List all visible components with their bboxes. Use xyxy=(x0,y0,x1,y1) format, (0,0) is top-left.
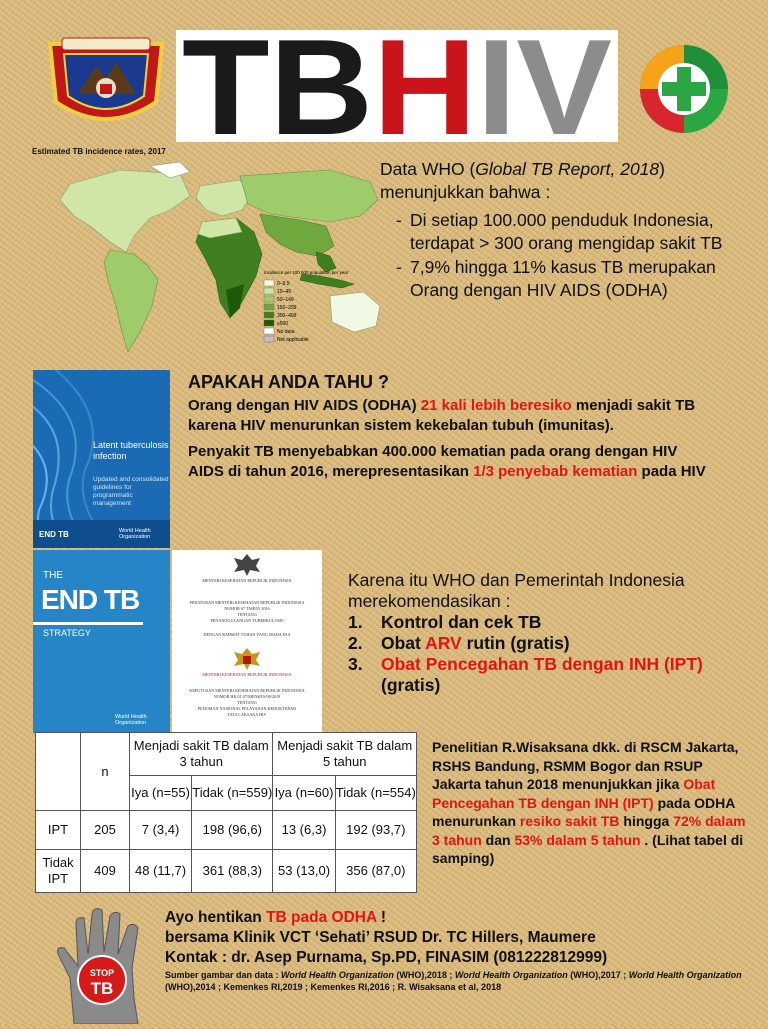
tb-incidence-world-map xyxy=(30,156,390,362)
table-row-label: IPT xyxy=(36,811,81,850)
stop-label: STOP xyxy=(89,968,115,978)
intro-bullet: - Di setiap 100.000 penduduk Indonesia, terdapat > 300 orang mengidap sakit TB xyxy=(396,210,723,253)
table-header-group: Menjadi sakit TB dalam 3 tahun xyxy=(130,733,273,776)
table-row xyxy=(36,811,417,850)
did-you-know-section xyxy=(188,372,708,488)
table-subheader: Iya (n=55) xyxy=(130,776,192,811)
legend-label: 0–9.9 xyxy=(277,281,290,287)
legend-label: Not applicable xyxy=(277,337,309,343)
legend-label: 50–149 xyxy=(277,297,294,303)
legend-label: 300–499 xyxy=(277,313,297,319)
regency-emblem-logo xyxy=(42,32,170,132)
section-heading: APAKAH ANDA TAHU ? xyxy=(188,372,389,392)
end-tb-strategy-cover xyxy=(33,550,170,733)
tbhiv-title-banner xyxy=(176,30,618,142)
cover-who-label: World Health Organization xyxy=(115,714,147,726)
fact-paragraph-1: Orang dengan HIV AIDS (ODHA) 21 kali lebih beresiko menjadi sakit TB karena HIV menurunkan sistem kekebalan tubuh (imunitas). xyxy=(188,397,696,434)
legend-swatch xyxy=(264,288,274,294)
table-cell: 13 (6,3) xyxy=(273,811,335,850)
ministry-regulation-document: MENTERI KESEHATAN REPUBLIK INDONESIA PERATURAN MENTERI KESEHATAN REPUBLIK INDONESIA NOMOR 67 TAHUN 2016 TENTANG PENANGGULANGAN TUBERKULOSIS DENGAN RAHMAT TUHAN YANG MAHA ESA MENTERI KESEHATAN REPUBLIK INDONESIA KEPUTUSAN MENTERI KESEHATAN REPUBLIK INDONESIA NOMOR HK.01.07/MENKES/90/2019 TENTANG PEDOMAN NASIONAL PELAYANAN KEDOKTERAN TATA LAKSANA HIV xyxy=(172,550,322,733)
legend-label: 150–299 xyxy=(277,305,297,311)
cover-strategy: STRATEGY xyxy=(43,628,91,638)
ipt-outcome-table xyxy=(35,732,417,893)
latent-tb-guideline-cover xyxy=(33,370,170,548)
stop-tb-hand-icon xyxy=(52,908,162,1024)
call-to-action xyxy=(165,908,755,968)
legend-swatch xyxy=(264,304,274,310)
legend-swatch xyxy=(264,336,274,342)
legend-label: No data xyxy=(277,329,295,335)
title-text: TBHIV xyxy=(182,30,606,142)
intro-lead: Data WHO (Global TB Report, 2018) menunjukkan bahwa : xyxy=(380,159,665,202)
table-cell: 192 (93,7) xyxy=(335,811,416,850)
cover-divider xyxy=(33,622,143,625)
legend-label: ≥500 xyxy=(277,321,289,327)
garuda-emblem-icon xyxy=(232,552,262,578)
table-subheader: Tidak (n=554) xyxy=(335,776,416,811)
table-cell: 361 (88,3) xyxy=(192,850,273,893)
fact-paragraph-2: Penyakit TB menyebabkan 400.000 kematian pada orang dengan HIV AIDS di tahun 2016, merepresentasikan 1/3 penyebab kematian pada HIV xyxy=(188,443,706,480)
rec-item: 2. Obat ARV rutin (gratis) xyxy=(348,633,570,653)
table-cell: 7 (3,4) xyxy=(130,811,192,850)
rec-list xyxy=(348,612,748,696)
cta-contact: Kontak : dr. Asep Purnama, Sp.PD, FINASIM (081222812999) xyxy=(165,949,608,966)
table-cell: 356 (87,0) xyxy=(335,850,416,893)
intro-bullet-list xyxy=(380,209,730,301)
sources-footnote: Sumber gambar dan data : World Health Organization (WHO),2018 ; World Health Organization (WHO),2017 ; World Health Organization (WHO),2014 ; Kemenkes RI,2019 ; Kemenkes RI,2016 ; R. Wisaksana et al, 2018 xyxy=(165,970,742,992)
ltbi-who-label: World Health Organization xyxy=(119,528,151,540)
table-row-label: Tidak IPT xyxy=(36,850,81,893)
intro-bullet: - 7,9% hingga 11% kasus TB merupakan Orang dengan HIV AIDS (ODHA) xyxy=(396,257,716,300)
table-cell: 205 xyxy=(81,811,130,850)
rec-intro: Karena itu WHO dan Pemerintah Indonesia merekomendasikan : xyxy=(348,570,685,611)
legend-title: Incidence per 100 000 population per year xyxy=(264,270,349,275)
legend-swatch xyxy=(264,296,274,302)
ltbi-title: Latent tuberculosis infection xyxy=(93,440,169,461)
table-row xyxy=(36,850,417,893)
tb-label: TB xyxy=(90,979,114,998)
garuda-gold-emblem-icon xyxy=(232,646,262,672)
table-cell: 409 xyxy=(81,850,130,893)
cover-the: THE xyxy=(43,570,63,581)
recommendation-block xyxy=(348,570,748,696)
research-summary: Penelitian R.Wisaksana dkk. di RSCM Jakarta, RSHS Bandung, RSMM Bogor dan RSUP Jakarta tahun 2018 menunjukkan jika Obat Pencegahan TB dengan INH (IPT) pada ODHA menurunkan resiko sakit TB hingga 72% dalam 3 tahun dan 53% dalam 5 tahun . (Lihat tabel di samping) xyxy=(432,739,746,866)
table-subheader: Tidak (n=559) xyxy=(192,776,273,811)
cta-line-1: Ayo hentikan TB pada ODHA ! xyxy=(165,909,387,926)
ltbi-end-tb-mark: END TB xyxy=(39,530,69,539)
table-cell: 48 (11,7) xyxy=(130,850,192,893)
ltbi-subtitle: Updated and consolidated guidelines for programmatic management xyxy=(93,476,169,507)
cover-end-tb: END TB xyxy=(41,584,140,615)
legend-swatch xyxy=(264,312,274,318)
rec-item: 3. Obat Pencegahan TB dengan INH (IPT) (gratis) xyxy=(348,654,703,695)
rec-item: 1. Kontrol dan cek TB xyxy=(348,612,542,632)
health-cross-logo xyxy=(632,40,736,138)
table-cell: 53 (13,0) xyxy=(273,850,335,893)
table-subheader: Iya (n=60) xyxy=(273,776,335,811)
table-header-corner xyxy=(36,733,81,811)
who-intro-block xyxy=(380,158,730,303)
map-caption: Estimated TB incidence rates, 2017 xyxy=(32,147,166,156)
table-header-group: Menjadi sakit TB dalam 5 tahun xyxy=(273,733,417,776)
legend-label: 10–49 xyxy=(277,289,291,295)
legend-swatch xyxy=(264,280,274,286)
legend-swatch xyxy=(264,320,274,326)
table-header-n: n xyxy=(81,733,130,811)
table-cell: 198 (96,6) xyxy=(192,811,273,850)
legend-swatch xyxy=(264,328,274,334)
cta-line-2: bersama Klinik VCT ‘Sehati’ RSUD Dr. TC Hillers, Maumere xyxy=(165,929,596,946)
